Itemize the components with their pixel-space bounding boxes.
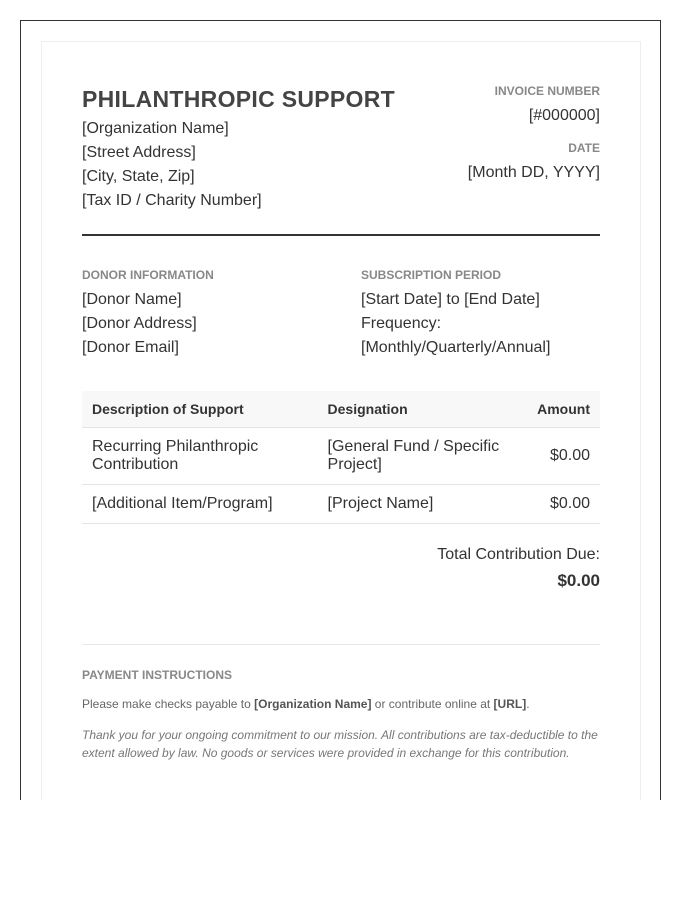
invoice-number-value: [#000000]	[528, 107, 600, 124]
footer-divider	[82, 644, 600, 645]
donor-address: [Donor Address]	[82, 315, 197, 332]
row-description: [Additional Item/Program]	[82, 485, 318, 524]
payment-text-before: Please make checks payable to	[82, 697, 255, 711]
donor-name: [Donor Name]	[82, 291, 182, 308]
subscription-dates: [Start Date] to [End Date]	[361, 291, 540, 308]
row-amount: $0.00	[527, 428, 600, 485]
donor-email: [Donor Email]	[82, 339, 179, 356]
frequency-label: Frequency:	[361, 315, 442, 332]
header-divider	[82, 234, 600, 236]
date-value: [Month DD, YYYY]	[467, 164, 600, 181]
table-row	[82, 485, 600, 524]
date-label: DATE	[568, 141, 600, 155]
document-title: PHILANTHROPIC SUPPORT	[82, 86, 395, 112]
organization-name: [Organization Name]	[82, 120, 229, 137]
column-header-designation: Designation	[318, 391, 528, 428]
table-row	[82, 428, 600, 485]
payment-text-middle: or contribute online at	[371, 697, 494, 711]
street-address: [Street Address]	[82, 144, 196, 161]
payment-url: [URL]	[493, 697, 527, 711]
payment-text-after: .	[526, 697, 530, 711]
frequency-value: [Monthly/Quarterly/Annual]	[361, 339, 551, 356]
city-state-zip: [City, State, Zip]	[82, 168, 195, 185]
row-designation: [General Fund / Specific Project]	[318, 428, 528, 485]
row-amount: $0.00	[527, 485, 600, 524]
total-amount: $0.00	[557, 571, 600, 590]
payment-org-name: [Organization Name]	[254, 697, 372, 711]
donor-info-label: DONOR INFORMATION	[82, 268, 214, 282]
total-label: Total Contribution Due:	[437, 546, 600, 563]
table-header-row	[82, 391, 600, 428]
invoice-number-label: INVOICE NUMBER	[494, 84, 600, 98]
support-table	[82, 391, 600, 524]
tax-id: [Tax ID / Charity Number]	[82, 192, 262, 209]
row-designation: [Project Name]	[318, 485, 528, 524]
subscription-period-label: SUBSCRIPTION PERIOD	[361, 268, 502, 282]
column-header-amount: Amount	[527, 391, 600, 428]
row-description: Recurring Philanthropic Contribution	[82, 428, 318, 485]
payment-instructions-text	[82, 697, 530, 711]
column-header-description: Description of Support	[82, 391, 318, 428]
payment-instructions-label: PAYMENT INSTRUCTIONS	[82, 668, 233, 682]
tax-deductible-note: Thank you for your ongoing commitment to our mission. All contributions are tax-deductible to the extent allowed by law. No goods or services were provided in exchange for this contribution.	[82, 728, 598, 760]
